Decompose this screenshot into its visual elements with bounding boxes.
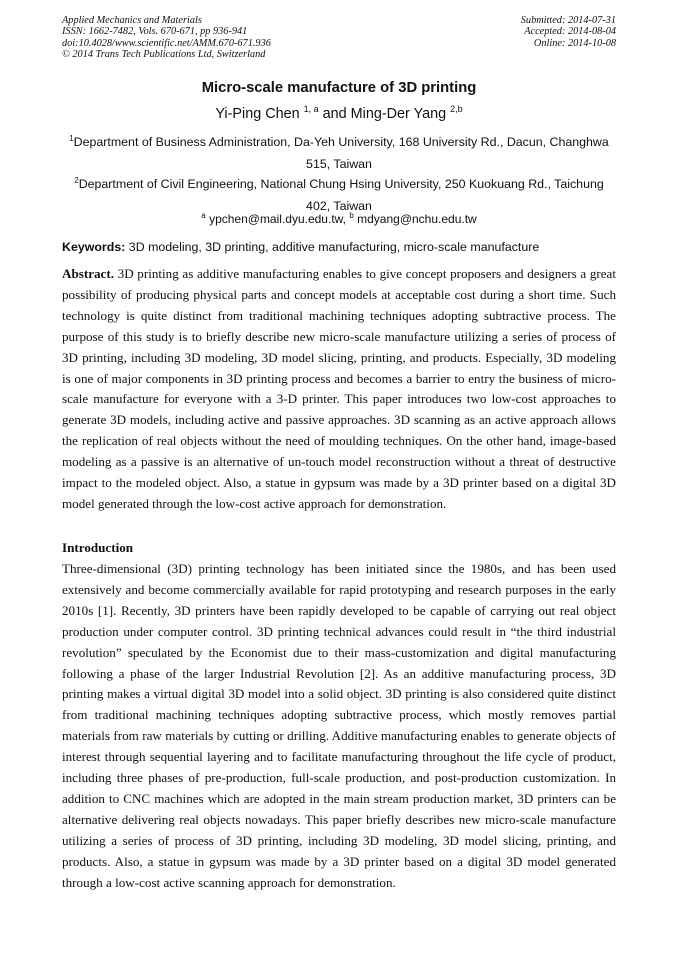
- journal-doi: doi:10.4028/www.scientific.net/AMM.670-671.936: [62, 37, 271, 49]
- submitted-date: Submitted: 2014-07-31: [520, 15, 616, 26]
- author-name: Ming-Der Yang: [350, 105, 447, 122]
- email-link[interactable]: mdyang@nchu.edu.tw: [357, 212, 477, 226]
- journal-copyright: © 2014 Trans Tech Publications Ltd, Switzerland: [62, 49, 266, 61]
- author-name: Yi-Ping Chen: [215, 105, 300, 122]
- author-superscript: 1, a: [303, 104, 319, 114]
- accepted-date: Accepted: 2014-08-04: [524, 26, 616, 38]
- author-superscript: 2,b: [450, 104, 463, 114]
- online-date: Online: 2014-10-08: [533, 37, 616, 49]
- affiliation-text: Department of Business Administration, Da-Yeh University, 168 University Rd., Dacun, Changhwa 515, Taiwan: [73, 135, 609, 172]
- affiliation-text: Department of Civil Engineering, National Chung Hsing University, 250 Kuokuang Rd., Taichung 402, Taiwan: [78, 177, 604, 214]
- email-marker: b: [349, 211, 354, 220]
- author-line: [0, 104, 678, 122]
- affiliation-1: [62, 128, 616, 175]
- section-heading: Introduction: [62, 540, 134, 555]
- abstract: [62, 264, 616, 515]
- journal-issn: ISSN: 1662-7482, Vols. 670-671, pp 936-941: [62, 26, 248, 38]
- affiliation-marker: 2: [74, 176, 79, 185]
- keywords-label: Keywords:: [62, 240, 126, 254]
- abstract-label: Abstract.: [62, 266, 114, 281]
- introduction-paragraph: Three-dimensional (3D) printing technology has been initiated since the 1980s, and has been used extensively and become commercially available for rapid prototyping and research purposes in the early 2010s [1]. Recently, 3D printers have been rapidly developed to be capable of carrying out real object production under computer control. 3D printing technical advances could result in “the third industrial revolution” speculated by the Economist due to their mass-customization and digital manufacturing following a phase of the larger Industrial Revolution [2]. As an additive manufacturing process, 3D printing makes a virtual digital 3D model into a solid object. 3D printing is also considered quite distinct from traditional machining techniques adopting subtractive process, which mostly removes partial materials from raw materials by cutting or drilling. Additive manufacturing enables to generate objects of interest through sequential layering and to facilitate manufacturing throughout the life cycle of product, including three phases of pre-production, full-scale production, and post-production customization. In addition to CNC machines which are adopted in the main stream production market, 3D printers can be alternative delivering real objects nowadays. This paper briefly describes new micro-scale manufacture utilizing a series of process of 3D printing, including 3D modeling, 3D model slicing, printing, and products. Also, a statue in gypsum was made by a 3D printer based on a digital 3D model generated through a low-cost active scanning approach for demonstration.: [62, 561, 616, 890]
- paper-title: Micro-scale manufacture of 3D printing: [201, 80, 477, 96]
- author-conjunction: and: [318, 105, 351, 122]
- journal-header: [62, 15, 271, 61]
- author-emails: [0, 211, 678, 226]
- journal-name: Applied Mechanics and Materials: [62, 15, 202, 26]
- keywords: [62, 240, 616, 254]
- email-link[interactable]: ypchen@mail.dyu.edu.tw,: [209, 212, 346, 226]
- keywords-text: 3D modeling, 3D printing, additive manufacturing, micro-scale manufacture: [125, 240, 540, 254]
- dates-header: [521, 15, 616, 49]
- affiliation-marker: 1: [69, 134, 74, 143]
- email-marker: a: [201, 211, 206, 220]
- abstract-text: 3D printing as additive manufacturing enables to give concept proposers and designers a great possibility of producing physical parts and concept models at acceptable cost during a short time. Such technology is quite distinct from traditional machining techniques adopting subtractive process. The purpose of this study is to briefly describe new micro-scale manufacture utilizing a series of process of 3D printing, including 3D modeling, 3D model slicing, printing, and products. Especially, 3D modeling is one of major components in 3D printing process and becomes a barrier to entry the business of micro-scale manufacture for everyone with a 3-D printer. This paper introduces two low-cost approaches to generate 3D models, including active and passive approaches. 3D scanning as an active approach allows the replication of real objects without the need of moulding techniques. On the other hand, image-based modeling as a passive is an alternative of un-touch model reconstruction without a threat of destructive impact to the modeled object. Also, a statue in gypsum was made by a 3D printer based on a digital 3D model generated through the low-cost active approach for demonstration.: [62, 266, 616, 511]
